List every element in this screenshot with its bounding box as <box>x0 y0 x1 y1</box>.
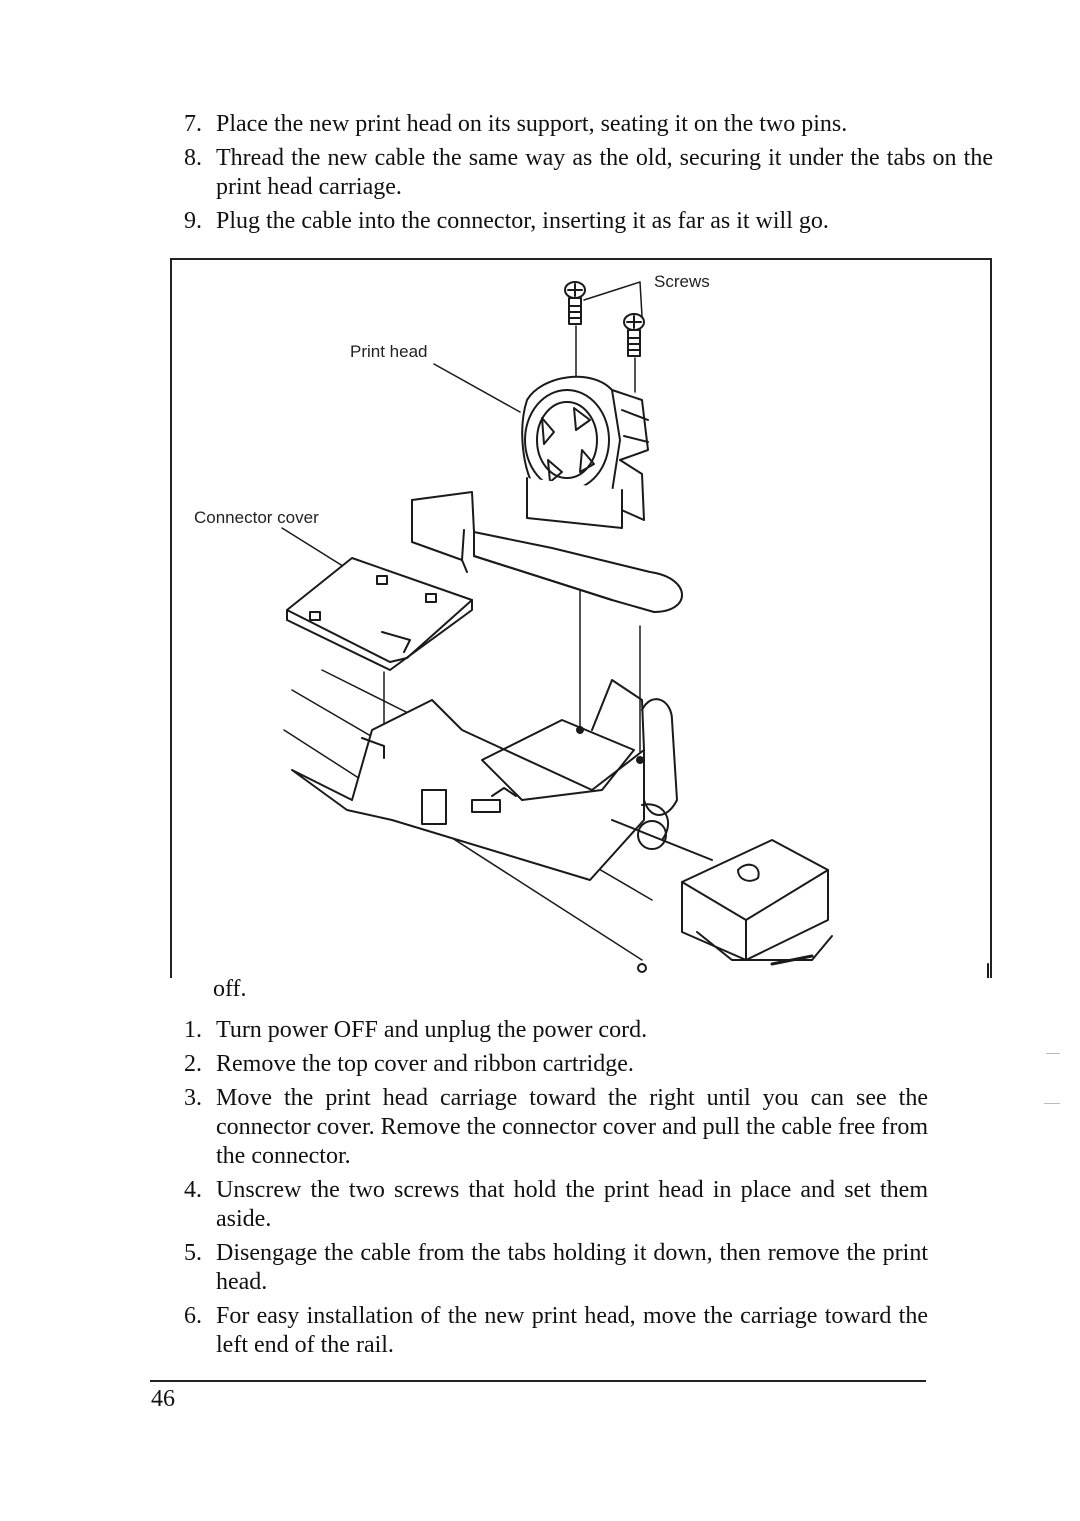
steps-list-bottom <box>168 1016 928 1365</box>
cable-icon <box>412 478 682 612</box>
step-text: Plug the cable into the connector, inserting it as far as it will go. <box>216 208 829 234</box>
connector-cover-label: Connector cover <box>194 508 319 527</box>
step-text: For easy installation of the new print head, move the carriage toward the left end of the rail. <box>216 1303 928 1358</box>
step-item <box>168 1050 928 1079</box>
step-number: 2. <box>184 1051 202 1077</box>
connector-cover-icon <box>287 558 472 670</box>
step-item <box>168 1016 928 1045</box>
step-text: Disengage the cable from the tabs holding it down, then remove the print head. <box>216 1240 928 1295</box>
step-number: 6. <box>184 1303 202 1329</box>
print-head-label: Print head <box>350 342 428 361</box>
step-number: 9. <box>184 208 202 234</box>
step-item <box>168 1084 928 1171</box>
step-item <box>168 207 993 236</box>
step-number: 7. <box>184 111 202 137</box>
step-item <box>168 1239 928 1297</box>
step-text: Place the new print head on its support, seating it on the two pins. <box>216 111 848 137</box>
figure-caption-fragment: off. <box>213 976 247 1002</box>
step-text: Turn power OFF and unplug the power cord. <box>216 1017 648 1043</box>
carriage-icon <box>284 670 712 960</box>
step-number: 1. <box>184 1017 202 1043</box>
motor-block-icon <box>638 840 832 972</box>
step-text: Remove the top cover and ribbon cartridge. <box>216 1051 634 1077</box>
step-text: Move the print head carriage toward the right until you can see the connector cover. Remove the connector cover and pull the cable free from the connector. <box>216 1085 928 1169</box>
step-number: 4. <box>184 1177 202 1203</box>
screws-label: Screws <box>654 272 710 291</box>
screw-icon <box>624 314 644 356</box>
step-item <box>168 144 993 202</box>
steps-list-top <box>168 110 993 241</box>
print-head-illustration <box>170 258 992 978</box>
margin-mark <box>1044 1103 1060 1104</box>
step-number: 3. <box>184 1085 202 1111</box>
step-text: Unscrew the two screws that hold the print head in place and set them aside. <box>216 1177 928 1232</box>
step-number: 8. <box>184 145 202 171</box>
step-number: 5. <box>184 1240 202 1266</box>
footer-rule <box>150 1380 926 1382</box>
margin-mark <box>1046 1053 1060 1054</box>
step-item <box>168 1176 928 1234</box>
page-number: 46 <box>151 1386 175 1412</box>
step-item <box>168 1302 928 1360</box>
step-item <box>168 110 993 139</box>
step-text: Thread the new cable the same way as the old, securing it under the tabs on the print head carriage. <box>216 145 993 200</box>
assembly-drawing <box>172 260 990 978</box>
screw-icon <box>565 282 585 324</box>
